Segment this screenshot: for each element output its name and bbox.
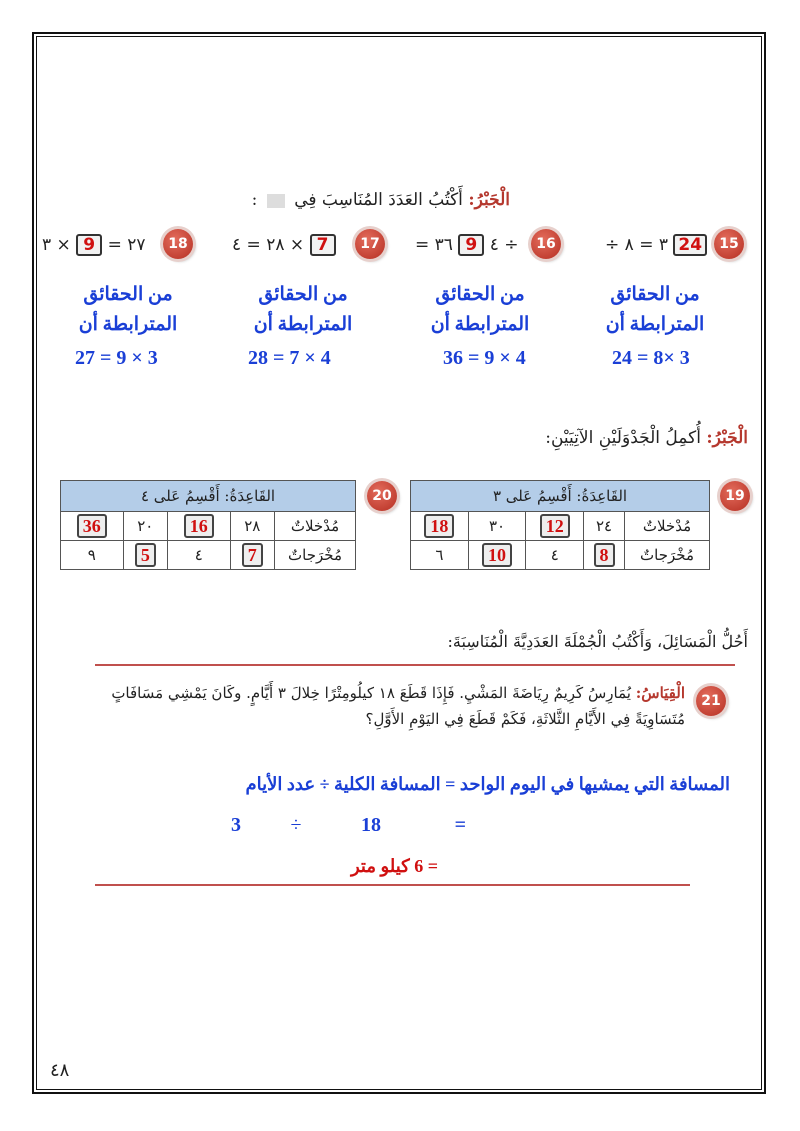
table-19 [410, 480, 710, 570]
table-20-input-cell: ٢٨ [230, 512, 274, 541]
table-19-inputs-label: مُدْخلاتٌ [625, 512, 710, 541]
table-20-output-cell: ٩ [61, 541, 124, 570]
fact-17-equation: 28 = 7 × 4 [248, 347, 331, 369]
table-19-input-cell [411, 512, 469, 541]
solution-eq: = [454, 814, 466, 836]
answer-box: 5 [135, 543, 156, 567]
solution-b: 3 [231, 814, 241, 836]
section2-instruction: أُكمِلُ الْجَدْوَلَيْنِ الآتِيَيْنِ: [545, 428, 701, 448]
section1-colon: : [251, 190, 258, 210]
table-20-inputs-row [61, 512, 356, 541]
fact-18-line2: المترابطة أن [78, 314, 178, 335]
problem-16-prefix: ٣٦ ÷ [434, 235, 519, 255]
answer-box: 36 [77, 514, 107, 538]
fact-17-line2: المترابطة أن [253, 314, 353, 335]
problem-18-prefix: ٢٧ = [107, 235, 146, 255]
table-19-input-cell: ٢٤ [584, 512, 625, 541]
section2-label: الْجَبْرُ: [706, 428, 748, 448]
answer-box-18: 9 [76, 234, 102, 256]
problem-15-expr: ÷ ٣ = ٨ [605, 235, 668, 255]
problem-badge-16: 16 [531, 229, 561, 259]
section2-heading [545, 428, 748, 448]
fact-16-line1: من الحقائق [435, 284, 525, 305]
divider-line-bottom [95, 884, 690, 886]
problem-badge-19: 19 [720, 481, 750, 511]
problem-badge-15: 15 [714, 229, 744, 259]
table-20-input-cell [168, 512, 231, 541]
table-19-outputs-row [411, 541, 710, 570]
problem-21-text [60, 680, 685, 732]
table-20-inputs-label: مُدْخلاتٌ [275, 512, 356, 541]
fact-15-line1: من الحقائق [610, 284, 700, 305]
table-19-output-cell [584, 541, 625, 570]
table-19-outputs-label: مُخْرَجاتٌ [625, 541, 710, 570]
solution-line3: = 6 كيلو متر [350, 856, 438, 876]
problem-21-label: الْقِيَاسُ: [635, 684, 685, 702]
table-20 [60, 480, 356, 570]
page-number: ٤٨ [50, 1060, 70, 1081]
answer-box: 8 [594, 543, 615, 567]
fact-15 [585, 280, 725, 340]
table-20-output-cell: ٤ [168, 541, 231, 570]
solution-op: ÷ [290, 814, 302, 836]
table-19-input-cell: ٣٠ [468, 512, 526, 541]
fact-17 [233, 280, 373, 340]
fact-17-line1: من الحقائق [258, 284, 348, 305]
answer-box: 10 [482, 543, 512, 567]
solution-a: 18 [361, 814, 381, 836]
solution-line1: المسافة التي يمشيها في اليوم الواحد = المسافة الكلية ÷ عدد الأيام [245, 774, 730, 794]
table-19-output-cell: ٤ [526, 541, 584, 570]
problem-15 [605, 234, 707, 256]
table-19-output-cell: ٦ [411, 541, 469, 570]
table-20-input-cell [61, 512, 124, 541]
table-20-input-cell: ٢٠ [123, 512, 167, 541]
problem-badge-17: 17 [355, 229, 385, 259]
fact-15-line2: المترابطة أن [605, 314, 705, 335]
table-20-outputs-row [61, 541, 356, 570]
table-20-output-cell [230, 541, 274, 570]
fact-16 [410, 280, 550, 340]
problem-18-suffix: × ٣ [42, 235, 71, 255]
fact-18 [58, 280, 198, 340]
fact-18-equation: 27 = 9 × 3 [75, 347, 158, 369]
table-19-inputs-row [411, 512, 710, 541]
problem-21-line2: مُتَسَاوِيَةً فِي الأَيَّامِ الثَّلاثَةِ، فَكَمْ قَطَعَ فِي اليَوْمِ الأَوَّلِ؟ [365, 710, 685, 728]
section1-label: الْجَبْرُ: [468, 190, 510, 210]
answer-box-17: 7 [310, 234, 336, 256]
answer-box-15: 24 [673, 234, 707, 256]
problem-16-suffix: = ٤ [415, 235, 499, 255]
problem-badge-18: 18 [163, 229, 193, 259]
blank-box-icon [267, 194, 285, 208]
problem-21-line1: يُمَارِسُ كَرِيمٌ رِيَاضَةَ المَشْيِ. فَإِذَا قَطَعَ ١٨ كيلُومِتْرًا خِلالَ ٣ أَيَّامٍ. وكَانَ يَمْشِي مَسَافَاتٍ [111, 684, 631, 702]
table-20-output-cell [123, 541, 167, 570]
answer-box: 16 [184, 514, 214, 538]
solution-line2 [231, 814, 466, 837]
problem-17 [232, 234, 336, 256]
problem-18 [42, 234, 146, 256]
table-19-rule: القَاعِدَةُ: أَقْسِمُ عَلى ٣ [411, 481, 710, 512]
fact-15-equation: 24 = 8× 3 [612, 347, 690, 369]
answer-box: 7 [242, 543, 263, 567]
problem-badge-21: 21 [696, 686, 726, 716]
problem-badge-20: 20 [367, 481, 397, 511]
table-20-outputs-label: مُخْرَجاتٌ [275, 541, 356, 570]
divider-line [95, 664, 735, 666]
section1-instruction: أَكْتُبُ العَدَدَ المُنَاسِبَ فِي [294, 190, 463, 210]
problem-17-prefix: ٢٨ = ٤ × [232, 235, 305, 255]
table-20-rule: القَاعِدَةُ: أَقْسِمُ عَلى ٤ [61, 481, 356, 512]
problem-16 [415, 234, 519, 256]
table-19-input-cell [526, 512, 584, 541]
section1-heading [252, 190, 510, 210]
fact-16-equation: 36 = 9 × 4 [443, 347, 526, 369]
answer-box: 12 [540, 514, 570, 538]
section3-heading: أَحُلُّ الْمَسَائِلَ، وَأَكْتُبُ الْجُمْلَةَ العَدَدِيَّةَ الْمُنَاسِبَةَ: [447, 632, 748, 651]
fact-16-line2: المترابطة أن [430, 314, 530, 335]
fact-18-line1: من الحقائق [83, 284, 173, 305]
answer-box-16: 9 [458, 234, 484, 256]
table-19-output-cell [468, 541, 526, 570]
answer-box: 18 [424, 514, 454, 538]
